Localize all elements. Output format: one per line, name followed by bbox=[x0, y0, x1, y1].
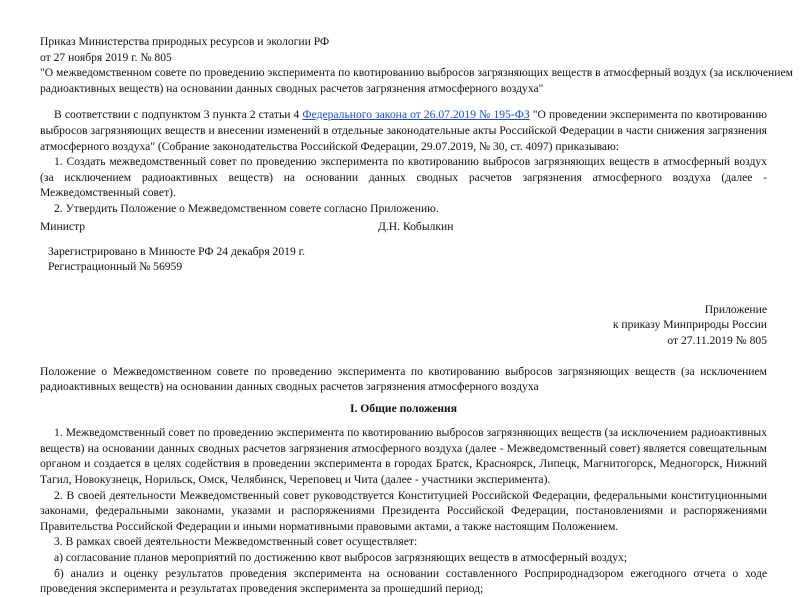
appendix-line-2: к приказу Минприроды России bbox=[612, 318, 767, 332]
preamble bbox=[40, 107, 767, 154]
header-line-1: Приказ Министерства природных ресурсов и экологии РФ bbox=[40, 35, 330, 48]
section-title: I. Общие положения bbox=[349, 401, 457, 415]
header-line-2: от 27 ноября 2019 г. № 805 bbox=[40, 50, 172, 64]
document bbox=[40, 34, 793, 597]
signature-block bbox=[40, 219, 767, 237]
signatory-role: Министр bbox=[40, 219, 86, 233]
registration-line-2: Регистрационный № 56959 bbox=[48, 260, 183, 274]
order-item-2: 2. Утвердить Положение о Межведомственном совете согласно Приложению. bbox=[54, 201, 439, 215]
section-paragraph-1: 1. Межведомственный совет по проведению эксперимента по квотированию выбросов загрязняющих веществ (за исключением радиоактивных веществ) на основании данных сводных расчетов загрязнения атмосферного воздуха (далее - Межведомственный совет) является совещательным органом и создается в целях содействия в проведении эксперимента в городах Братск, Красноярск, Липецк, Магнитогорск, Медногорск, Нижний Тагил, Новокузнецк, Норильск, Омск, Челябинск, Череповец и Чита (далее - участники эксперимента). bbox=[40, 426, 767, 487]
header-line-4: радиоактивных веществ) на основании данных сводных расчетов загрязнения атмосферного воздуха" bbox=[40, 81, 544, 95]
signatory-name: Д.Н. Кобылкин bbox=[378, 219, 454, 233]
registration-block bbox=[48, 244, 767, 275]
header-line-3: "О межведомственном совете по проведению эксперимента по квотированию выбросов загрязняющих веществ в атмосферный воздух (за исключением bbox=[40, 66, 793, 80]
appendix-line-3: от 27.11.2019 № 805 bbox=[667, 333, 767, 347]
preamble-after: "О проведении эксперимента по квотированию выбросов загрязняющих веществ и внесении изменений в отдельные законодательные акты Российской Федерации в части снижения загрязнения атмосферного воздуха" (Собрание законодательства Российской Федерации, 29.07.2019, № 30, ст. 4097) приказываю: bbox=[40, 108, 767, 153]
appendix-header bbox=[40, 302, 767, 349]
federal-law-link[interactable]: Федерального закона от 26.07.2019 № 195-ФЗ bbox=[302, 108, 530, 122]
preamble-before: В соответствии с подпунктом 3 пункта 2 статьи 4 bbox=[54, 108, 303, 122]
section-paragraph-2: 2. В своей деятельности Межведомственный совет руководствуется Конституцией Российской Федерации, федеральными конституционными законами, федеральными законами, указами и распоряжениями Президента Российской Федерации, постановлениями и распоряжениями Правительства Российской Федерации и иными нормативными правовыми актами, а также настоящим Положением. bbox=[40, 488, 767, 533]
regulation-title: Положение о Межведомственном совете по проведению эксперимента по квотированию выбросов загрязняющих веществ (за исключением радиоактивных веществ) на основании данных сводных расчетов загрязнения атмосферного воздуха bbox=[40, 364, 767, 394]
section-paragraph-3b: б) анализ и оценку результатов проведения эксперимента на основании составленного Росприроднадзором ежегодного отчета о ходе проведения эксперимента и результатах проведения эксперимента за прошедший период; bbox=[40, 566, 767, 596]
section-paragraph-3: 3. В рамках своей деятельности Межведомственный совет осуществляет: bbox=[54, 535, 418, 549]
order-item-1: 1. Создать межведомственный совет по проведению эксперимента по квотированию выбросов загрязняющих веществ в атмосферный воздух (за исключением радиоактивных веществ) на основании данных сводных расчетов загрязнения атмосферного воздуха (далее - Межведомственный совет). bbox=[40, 155, 767, 200]
order-header bbox=[40, 34, 793, 96]
registration-line-1: Зарегистрировано в Минюсте РФ 24 декабря 2019 г. bbox=[48, 244, 305, 258]
appendix-line-1: Приложение bbox=[704, 302, 767, 316]
section-paragraph-3a: а) согласование планов мероприятий по достижению квот выбросов загрязняющих веществ в атмосферный воздух; bbox=[54, 551, 628, 565]
